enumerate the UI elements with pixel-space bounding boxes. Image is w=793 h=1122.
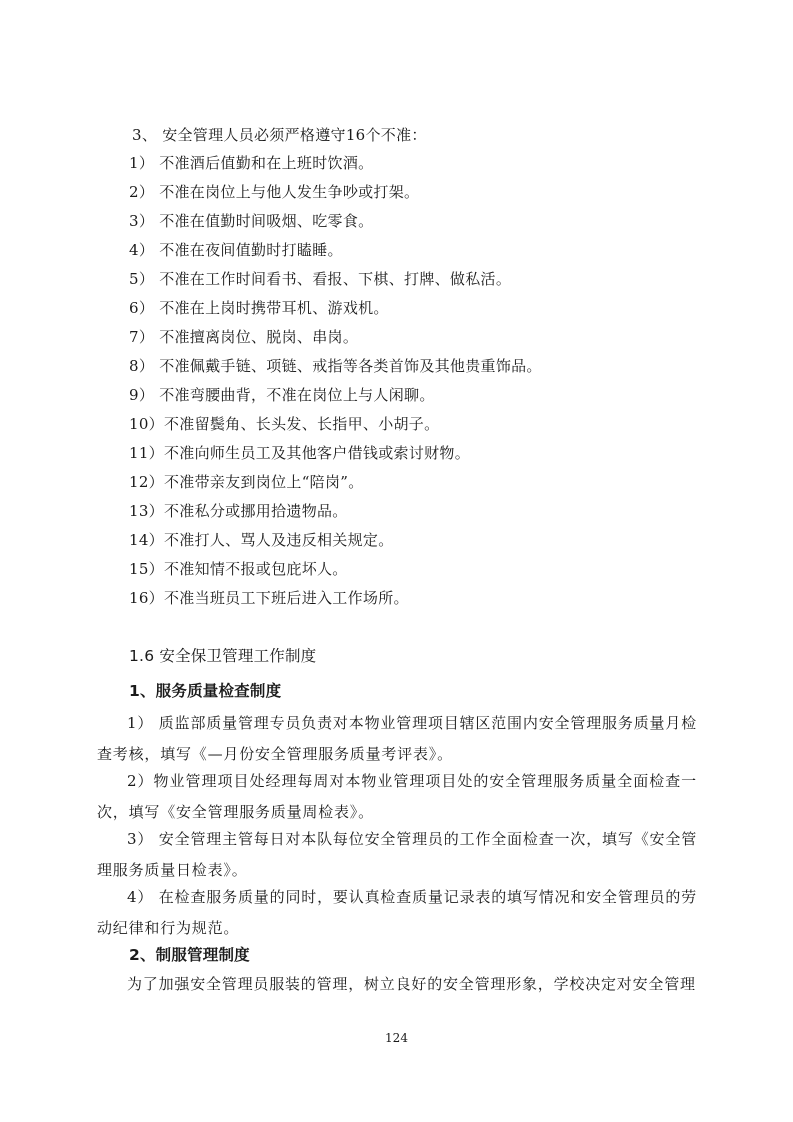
paragraph: 3） 安全管理主管每日对本队每位安全管理员的工作全面检查一次，填写《安全管理服务质量日检表》。 (97, 830, 697, 879)
rule-item: 14）不准打人、骂人及违反相关规定。 (129, 531, 394, 549)
rule-item: 5） 不准在工作时间看书、看报、下棋、打牌、做私活。 (129, 270, 512, 288)
rule-item: 9） 不准弯腰曲背，不准在岗位上与人闲聊。 (129, 386, 435, 404)
rule-item: 16）不准当班员工下班后进入工作场所。 (129, 589, 409, 607)
page-number: 124 (385, 1031, 408, 1045)
rule-item: 6） 不准在上岗时携带耳机、游戏机。 (129, 299, 389, 317)
rule-item: 10）不准留鬓角、长头发、长指甲、小胡子。 (129, 415, 440, 433)
rule-item: 13）不准私分或挪用拾遗物品。 (129, 502, 348, 520)
rule-item: 11）不准向师生员工及其他客户借钱或索讨财物。 (129, 444, 470, 462)
rule-item: 8） 不准佩戴手链、项链、戒指等各类首饰及其他贵重饰品。 (129, 357, 542, 375)
rules-intro: 3、 安全管理人员必须严格遵守16个不准： (132, 126, 427, 144)
rule-item: 1） 不准酒后值勤和在上班时饮酒。 (129, 154, 374, 172)
subsection-title: 2、制服管理制度 (129, 946, 250, 964)
section-title: 1.6 安全保卫管理工作制度 (129, 647, 317, 665)
paragraph: 4） 在检查服务质量的同时，要认真检查质量记录表的填写情况和安全管理员的劳动纪律和行为规范。 (97, 888, 697, 937)
rule-item: 12）不准带亲友到岗位上“陪岗”。 (129, 473, 364, 491)
paragraph: 为了加强安全管理员服装的管理，树立良好的安全管理形象，学校决定对安全管理 (127, 975, 696, 993)
rule-item: 2） 不准在岗位上与他人发生争吵或打架。 (129, 183, 420, 201)
subsection-title: 1、服务质量检查制度 (129, 682, 282, 700)
rule-item: 7） 不准擅离岗位、脱岗、串岗。 (129, 328, 359, 346)
paragraph: 2）物业管理项目处经理每周对本物业管理项目处的安全管理服务质量全面检查一次，填写《安全管理服务质量周检表》。 (97, 772, 697, 821)
rule-item: 15）不准知情不报或包庇坏人。 (129, 560, 348, 578)
paragraph: 1） 质监部质量管理专员负责对本物业管理项目辖区范围内安全管理服务质量月检查考核，填写《—月份安全管理服务质量考评表》。 (97, 714, 697, 763)
rule-item: 4） 不准在夜间值勤时打瞌睡。 (129, 241, 343, 259)
rule-item: 3） 不准在值勤时间吸烟、吃零食。 (129, 212, 374, 230)
